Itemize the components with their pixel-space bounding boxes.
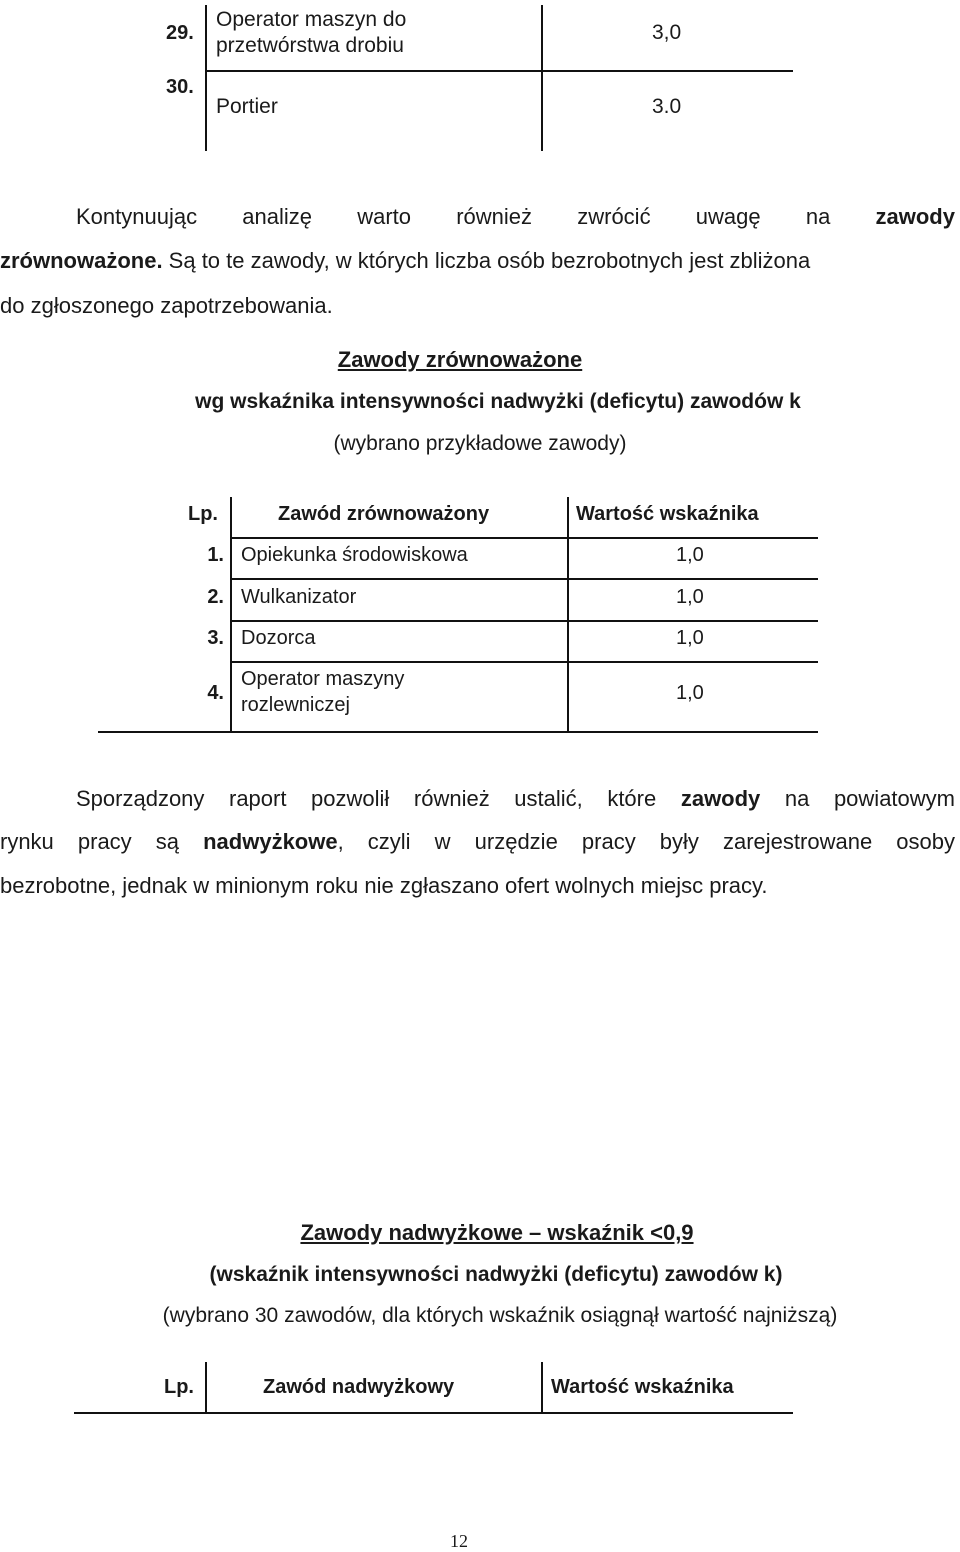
row-number: 1.	[207, 544, 224, 566]
bold-term: zawody	[680, 786, 761, 811]
top-table-row-separator	[205, 70, 793, 72]
text-run: Sporządzony raport pozwolił również ustalić, które	[76, 786, 657, 811]
indicator-value: 3,0	[652, 21, 682, 44]
occupation-name: Portier	[216, 95, 278, 118]
section-note: (wybrano przykładowe zawody)	[333, 432, 627, 455]
occupation-name-line2: rozlewniczej	[241, 694, 350, 716]
top-table-divider-1	[205, 5, 207, 151]
bold-term: nadwyżkowe	[203, 829, 338, 854]
table-divider-2	[567, 497, 569, 733]
text-run: na powiatowym	[784, 786, 955, 811]
row-number: 2.	[207, 586, 224, 608]
row-number: 3.	[207, 627, 224, 649]
occupation-name-line2: przetwórstwa drobiu	[216, 34, 404, 57]
paragraph-line: do zgłoszonego zapotrzebowania.	[0, 293, 333, 318]
column-header-lp: Lp.	[164, 1376, 194, 1398]
top-table-divider-2	[541, 5, 543, 151]
occupation-name: Wulkanizator	[241, 586, 357, 608]
table-row-separator	[230, 537, 818, 539]
paragraph-line	[0, 246, 955, 276]
text-run: rynku pracy są	[0, 829, 180, 854]
word: warto	[357, 204, 412, 229]
bold-term: zrównoważone.	[0, 248, 163, 273]
column-header-occupation: Zawód zrównoważony	[278, 503, 490, 525]
table-row-separator	[230, 578, 818, 580]
table-divider-2	[541, 1362, 543, 1414]
paragraph-line	[76, 202, 955, 232]
indicator-value: 3.0	[652, 95, 682, 118]
column-header-occupation: Zawód nadwyżkowy	[263, 1376, 455, 1398]
section-title: Zawody nadwyżkowe – wskaźnik <0,9	[300, 1220, 694, 1245]
occupation-name: Opiekunka środowiskowa	[241, 544, 468, 566]
occupation-name-line1: Operator maszyn do	[216, 8, 407, 31]
table-bottom-border	[98, 731, 818, 733]
bold-term: zawody	[875, 204, 955, 229]
word: na	[805, 204, 831, 229]
table-divider-1	[205, 1362, 207, 1414]
paragraph-line	[0, 827, 955, 857]
row-number: 29.	[166, 22, 194, 44]
table-row-separator	[230, 661, 818, 663]
text-run: Są to te zawody, w których liczba osób bezrobotnych jest zbliżona	[162, 248, 811, 273]
indicator-value: 1,0	[676, 586, 704, 608]
section-title: Zawody zrównoważone	[337, 347, 583, 372]
word: uwagę	[695, 204, 761, 229]
page-number: 12	[450, 1531, 468, 1551]
indicator-value: 1,0	[676, 682, 704, 704]
table-row-separator	[230, 620, 818, 622]
table-header-bottom-border	[74, 1412, 793, 1414]
occupation-name: Dozorca	[241, 627, 316, 649]
section-subtitle: (wskaźnik intensywności nadwyżki (deficytu) zawodów k)	[209, 1263, 783, 1286]
column-header-value: Wartość wskaźnika	[551, 1376, 734, 1398]
indicator-value: 1,0	[676, 627, 704, 649]
column-header-value: Wartość wskaźnika	[576, 503, 759, 525]
text-run: , czyli w urzędzie pracy były zarejestrowane osoby	[337, 829, 955, 854]
section-subtitle: wg wskaźnika intensywności nadwyżki (deficytu) zawodów k	[195, 390, 801, 413]
row-number: 30.	[166, 76, 194, 98]
indicator-value: 1,0	[676, 544, 704, 566]
paragraph-line: bezrobotne, jednak w minionym roku nie zgłaszano ofert wolnych miejsc pracy.	[0, 873, 768, 898]
section-note: (wybrano 30 zawodów, dla których wskaźnik osiągnął wartość najniższą)	[162, 1304, 838, 1327]
word: zwrócić	[577, 204, 651, 229]
row-number: 4.	[207, 682, 224, 704]
word: również	[456, 204, 533, 229]
column-header-lp: Lp.	[188, 503, 218, 525]
paragraph-line	[76, 784, 955, 814]
word: Kontynuując	[76, 204, 198, 229]
word: analizę	[242, 204, 313, 229]
table-divider-1	[230, 497, 232, 733]
occupation-name-line1: Operator maszyny	[241, 668, 405, 690]
